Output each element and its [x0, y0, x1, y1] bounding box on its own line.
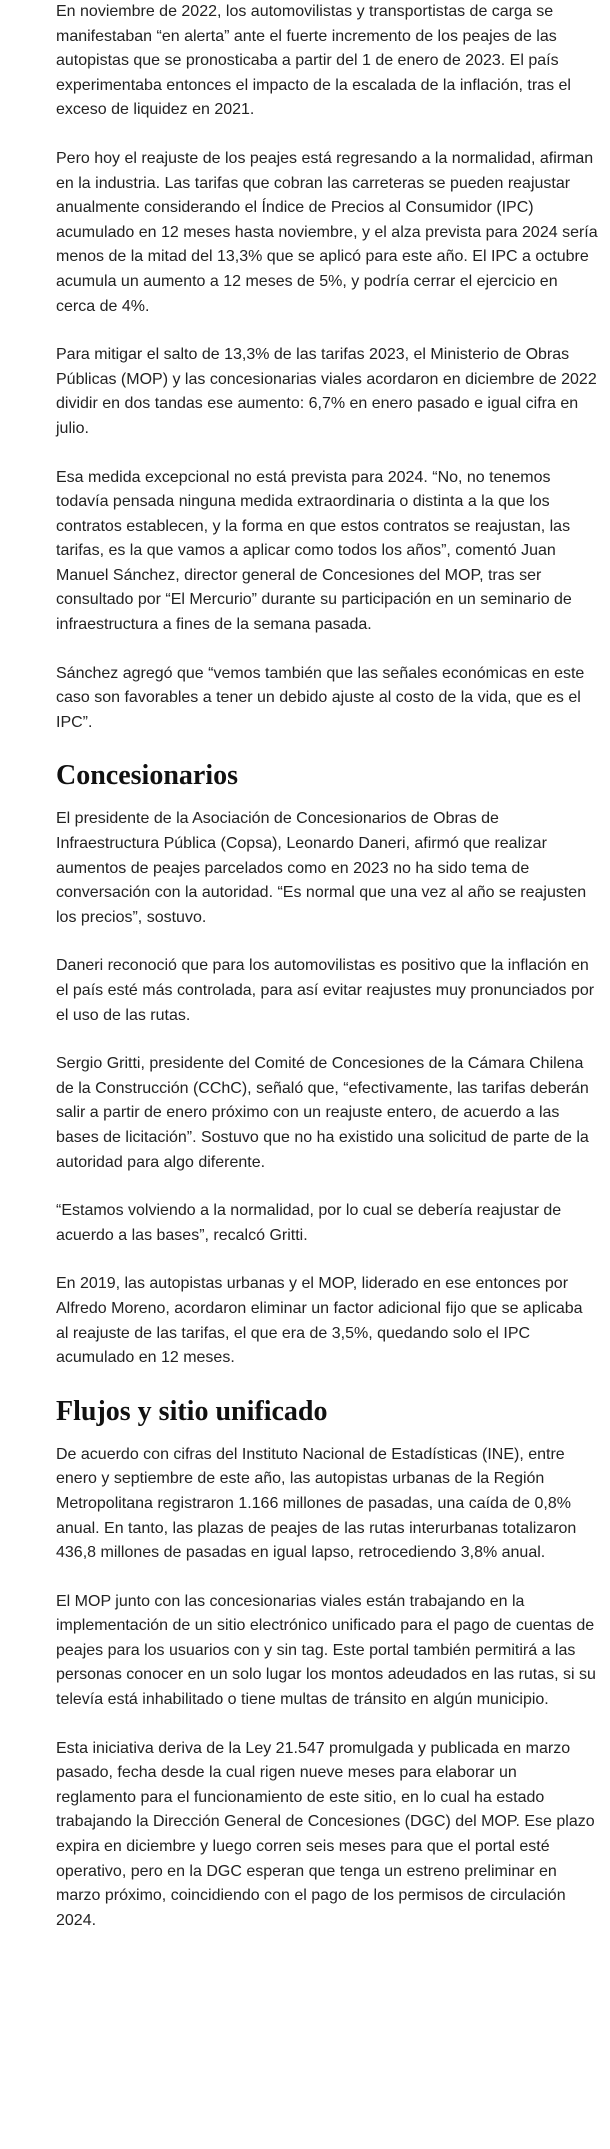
section-heading-flujos: Flujos y sitio unificado — [56, 1395, 328, 1427]
paragraph: Para mitigar el salto de 13,3% de las tarifas 2023, el Ministerio de Obras Públicas (MOP) y las concesionarias viales acordaron en diciembre de 2022 dividir en dos tandas ese aumento: 6,7% en enero pasado e igual cifra en julio. — [56, 346, 597, 437]
paragraph: Sergio Gritti, presidente del Comité de Concesiones de la Cámara Chilena de la Construcción (CChC), señaló que, “efectivamente, las tarifas deberán salir a partir de enero próximo con un reajuste entero, de acuerdo a las bases de licitación”. Sostuvo que no ha existido una solicitud de parte de la autoridad para algo diferente. — [56, 1055, 589, 1171]
section-heading-concesionarios: Concesionarios — [56, 760, 238, 792]
paragraph: En noviembre de 2022, los automovilistas y transportistas de carga se manifestaban “en alerta” ante el fuerte incremento de los peajes de las autopistas que se pronosticaba a partir del 1 de enero de 2023. El país experimentaba entonces el impacto de la escalada de la inflación, tras el exceso de liquidez en 2021. — [56, 3, 571, 119]
paragraph: Daneri reconoció que para los automovilistas es positivo que la inflación en el país esté más controlada, para así evitar reajustes muy pronunciados por el uso de las rutas. — [56, 957, 595, 1024]
paragraph: El MOP junto con las concesionarias viales están trabajando en la implementación de un sitio electrónico unificado para el pago de cuentas de peajes para los usuarios con y sin tag. Este portal también permitirá a las personas conocer en un solo lugar los montos adeudados en las rutas, si su televía está inhabilitado o tiene multas de tránsito en algún municipio. — [56, 1592, 596, 1709]
paragraph: “Estamos volviendo a la normalidad, por lo cual se debería reajustar de acuerdo a las bases”, recalcó Gritti. — [56, 1202, 562, 1244]
paragraph: Esta iniciativa deriva de la Ley 21.547 promulgada y publicada en marzo pasado, fecha desde la cual rigen nueve meses para elaborar un reglamento para el funcionamiento de este sitio, en lo cual ha estado trabajando la Dirección General de Concesiones (DGC) del MOP. Ese plazo expira en diciembre y luego corren seis meses para que el portal esté operativo, pero en la DGC esperan que tenga un estreno preliminar en marzo próximo, coincidiendo con el pago de los permisos de circulación 2024. — [56, 1739, 595, 1929]
paragraph: De acuerdo con cifras del Instituto Nacional de Estadísticas (INE), entre enero y septiembre de este año, las autopistas urbanas de la Región Metropolitana registraron 1.166 millones de pasadas, una caída de 0,8% anual. En tanto, las plazas de peajes de las rutas interurbanas totalizaron 436,8 millones de pasadas en igual lapso, retrocediendo 3,8% anual. — [56, 1445, 577, 1562]
paragraph: Pero hoy el reajuste de los peajes está regresando a la normalidad, afirman en la industria. Las tarifas que cobran las carreteras se pueden reajustar anualmente considerando el Índice de Precios al Consumidor (IPC) acumulado en 12 meses hasta noviembre, y el alza prevista para 2024 sería menos de la mitad del 13,3% que se aplicó para este año. El IPC a octubre acumula un aumento a 12 meses de 5%, y podría cerrar el ejercicio en cerca de 4%. — [56, 149, 598, 315]
paragraph: Esa medida excepcional no está prevista para 2024. “No, no tenemos todavía pensada ninguna medida extraordinaria o distinta a la que los contratos establecen, y la forma en que estos contratos se reajustan, las tarifas, es la que vamos a aplicar como todos los años”, comentó Juan Manuel Sánchez, director general de Concesiones del MOP, tras ser consultado por “El Mercurio” durante su participación en un seminario de infraestructura a fines de la semana pasada. — [56, 468, 572, 634]
paragraph: El presidente de la Asociación de Concesionarios de Obras de Infraestructura Pública (Copsa), Leonardo Daneri, afirmó que realizar aumentos de peajes parcelados como en 2023 no ha sido tema de conversación con la autoridad. “Es normal que una vez al año se reajusten los precios”, sostuvo. — [56, 810, 587, 926]
paragraph: En 2019, las autopistas urbanas y el MOP, liderado en ese entonces por Alfredo Moreno, acordaron eliminar un factor adicional fijo que se aplicaba al reajuste de las tarifas, el que era de 3,5%, quedando solo el IPC acumulado en 12 meses. — [56, 1275, 583, 1367]
paragraph: Sánchez agregó que “vemos también que las señales económicas en este caso son favorables a tener un debido ajuste al costo de la vida, que es el IPC”. — [56, 664, 585, 731]
